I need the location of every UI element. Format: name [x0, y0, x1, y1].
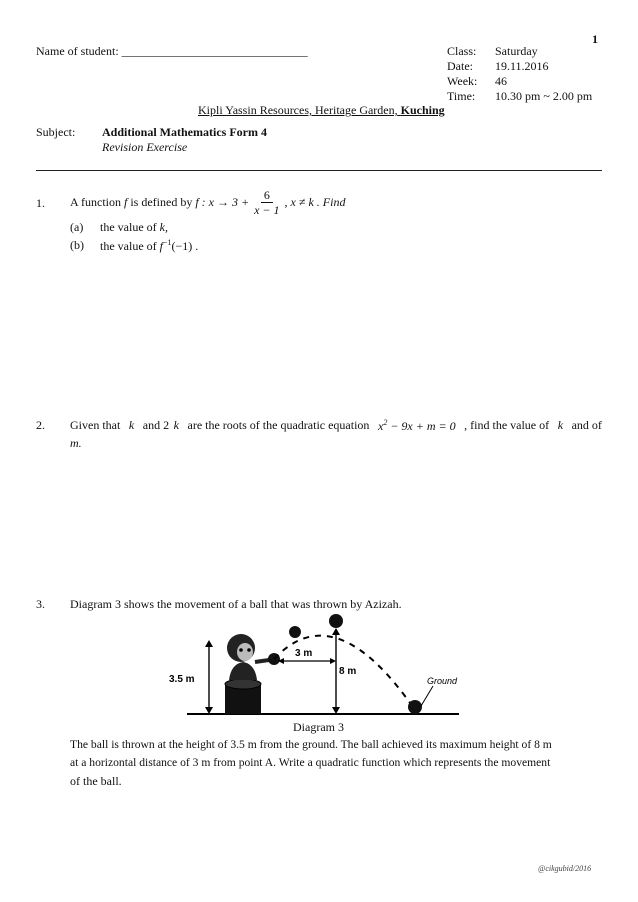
- q2-eq-rest: − 9x + m = 0: [390, 419, 456, 433]
- header-divider: [36, 170, 602, 171]
- q3-intro: Diagram 3 shows the movement of a ball that was thrown by Azizah.: [70, 597, 402, 611]
- subject-title: Additional Mathematics Form 4: [102, 125, 267, 139]
- q1-b-text: the value of: [100, 239, 157, 253]
- q1-b-expr: f: [159, 239, 163, 253]
- q2-number: 2.: [36, 418, 45, 432]
- time-label: Time:: [447, 89, 476, 103]
- q1-function-symbol: f: [124, 194, 128, 209]
- q3-number: 3.: [36, 597, 45, 611]
- q1-mapping: f : x → 3 +: [195, 194, 250, 209]
- q1-part-b: [70, 238, 199, 253]
- venue-line: [198, 103, 445, 118]
- label-ground: Ground: [427, 676, 458, 686]
- person-face: [237, 643, 253, 661]
- label-horizontal: 3 m: [295, 648, 313, 659]
- date-label: Date:: [447, 59, 473, 73]
- label-max-height: 8 m: [339, 666, 357, 677]
- ball-max: [329, 614, 343, 628]
- q3-paragraph-line1: The ball is thrown at the height of 3.5 m from the ground. The ball achieved its maximum height of 8 m: [70, 738, 552, 751]
- q3-paragraph-line2: at a horizontal distance of 3 m from point A. Write a quadratic function which represents the movement: [70, 756, 551, 769]
- q1-a-label: (a): [70, 220, 84, 234]
- q2-and-of: and of: [571, 418, 602, 432]
- class-value: Saturday: [495, 44, 538, 58]
- q1-a-text: the value of: [100, 220, 157, 234]
- label-height: 3.5 m: [169, 674, 195, 685]
- page-number: 1: [592, 32, 598, 46]
- q1-condition: , x ≠ k . Find: [284, 194, 346, 209]
- ball-trajectory-diagram: [169, 614, 461, 720]
- q2-find: , find the value of: [464, 418, 550, 432]
- venue-text: Kipli Yassin Resources, Heritage Garden,: [198, 103, 398, 117]
- q1-def-text: is defined by: [130, 194, 193, 209]
- q1-b-label: (b): [70, 238, 84, 252]
- q1-number: 1.: [36, 196, 45, 210]
- q2-lead: Given that: [70, 418, 121, 432]
- person-body: [229, 662, 257, 680]
- week-label: Week:: [447, 74, 478, 88]
- ball-landing: [408, 700, 422, 714]
- person-arm: [255, 660, 269, 662]
- footer-credit: @cikgubid/2016: [538, 864, 592, 873]
- diagram-caption: Diagram 3: [293, 720, 344, 734]
- base-drum-top: [225, 679, 261, 689]
- q3-paragraph-line3: of the ball.: [70, 774, 122, 788]
- q1-part-a: [70, 220, 168, 235]
- q2-line2: m.: [70, 436, 82, 450]
- subject-subtitle: Revision Exercise: [102, 140, 188, 154]
- q2-equation: [378, 418, 456, 434]
- q1-b-arg: (−1) .: [171, 239, 199, 253]
- q2-and: and 2: [142, 418, 170, 432]
- q2-roots-text: are the roots of the quadratic equation: [187, 418, 370, 432]
- q2-line1: [70, 418, 602, 434]
- q1-statement: [70, 182, 345, 222]
- q1-fraction: [251, 188, 282, 217]
- week-value: 46: [495, 74, 507, 88]
- q1-a-var: k,: [159, 220, 168, 234]
- time-value: 10.30 pm ~ 2.00 pm: [495, 89, 593, 103]
- q1-lead: A function: [70, 194, 121, 209]
- q2-k1: k: [128, 418, 135, 432]
- q2-eq-sup: 2: [383, 418, 388, 427]
- q1-fraction-denominator: x − 1: [254, 202, 280, 217]
- date-value: 19.11.2016: [495, 59, 549, 73]
- q2-k3: k: [557, 418, 564, 432]
- student-name-field: Name of student: _______________________________: [36, 44, 308, 58]
- subject-label: Subject:: [36, 125, 76, 139]
- q1-b-sup: −1: [163, 238, 172, 247]
- q2-k2: k: [173, 418, 179, 432]
- q1-fraction-numerator: 6: [261, 188, 273, 203]
- class-label: Class:: [447, 44, 477, 58]
- ball-rising: [289, 626, 301, 638]
- venue-city: Kuching: [400, 103, 445, 117]
- q2-eq-x: x: [377, 419, 384, 433]
